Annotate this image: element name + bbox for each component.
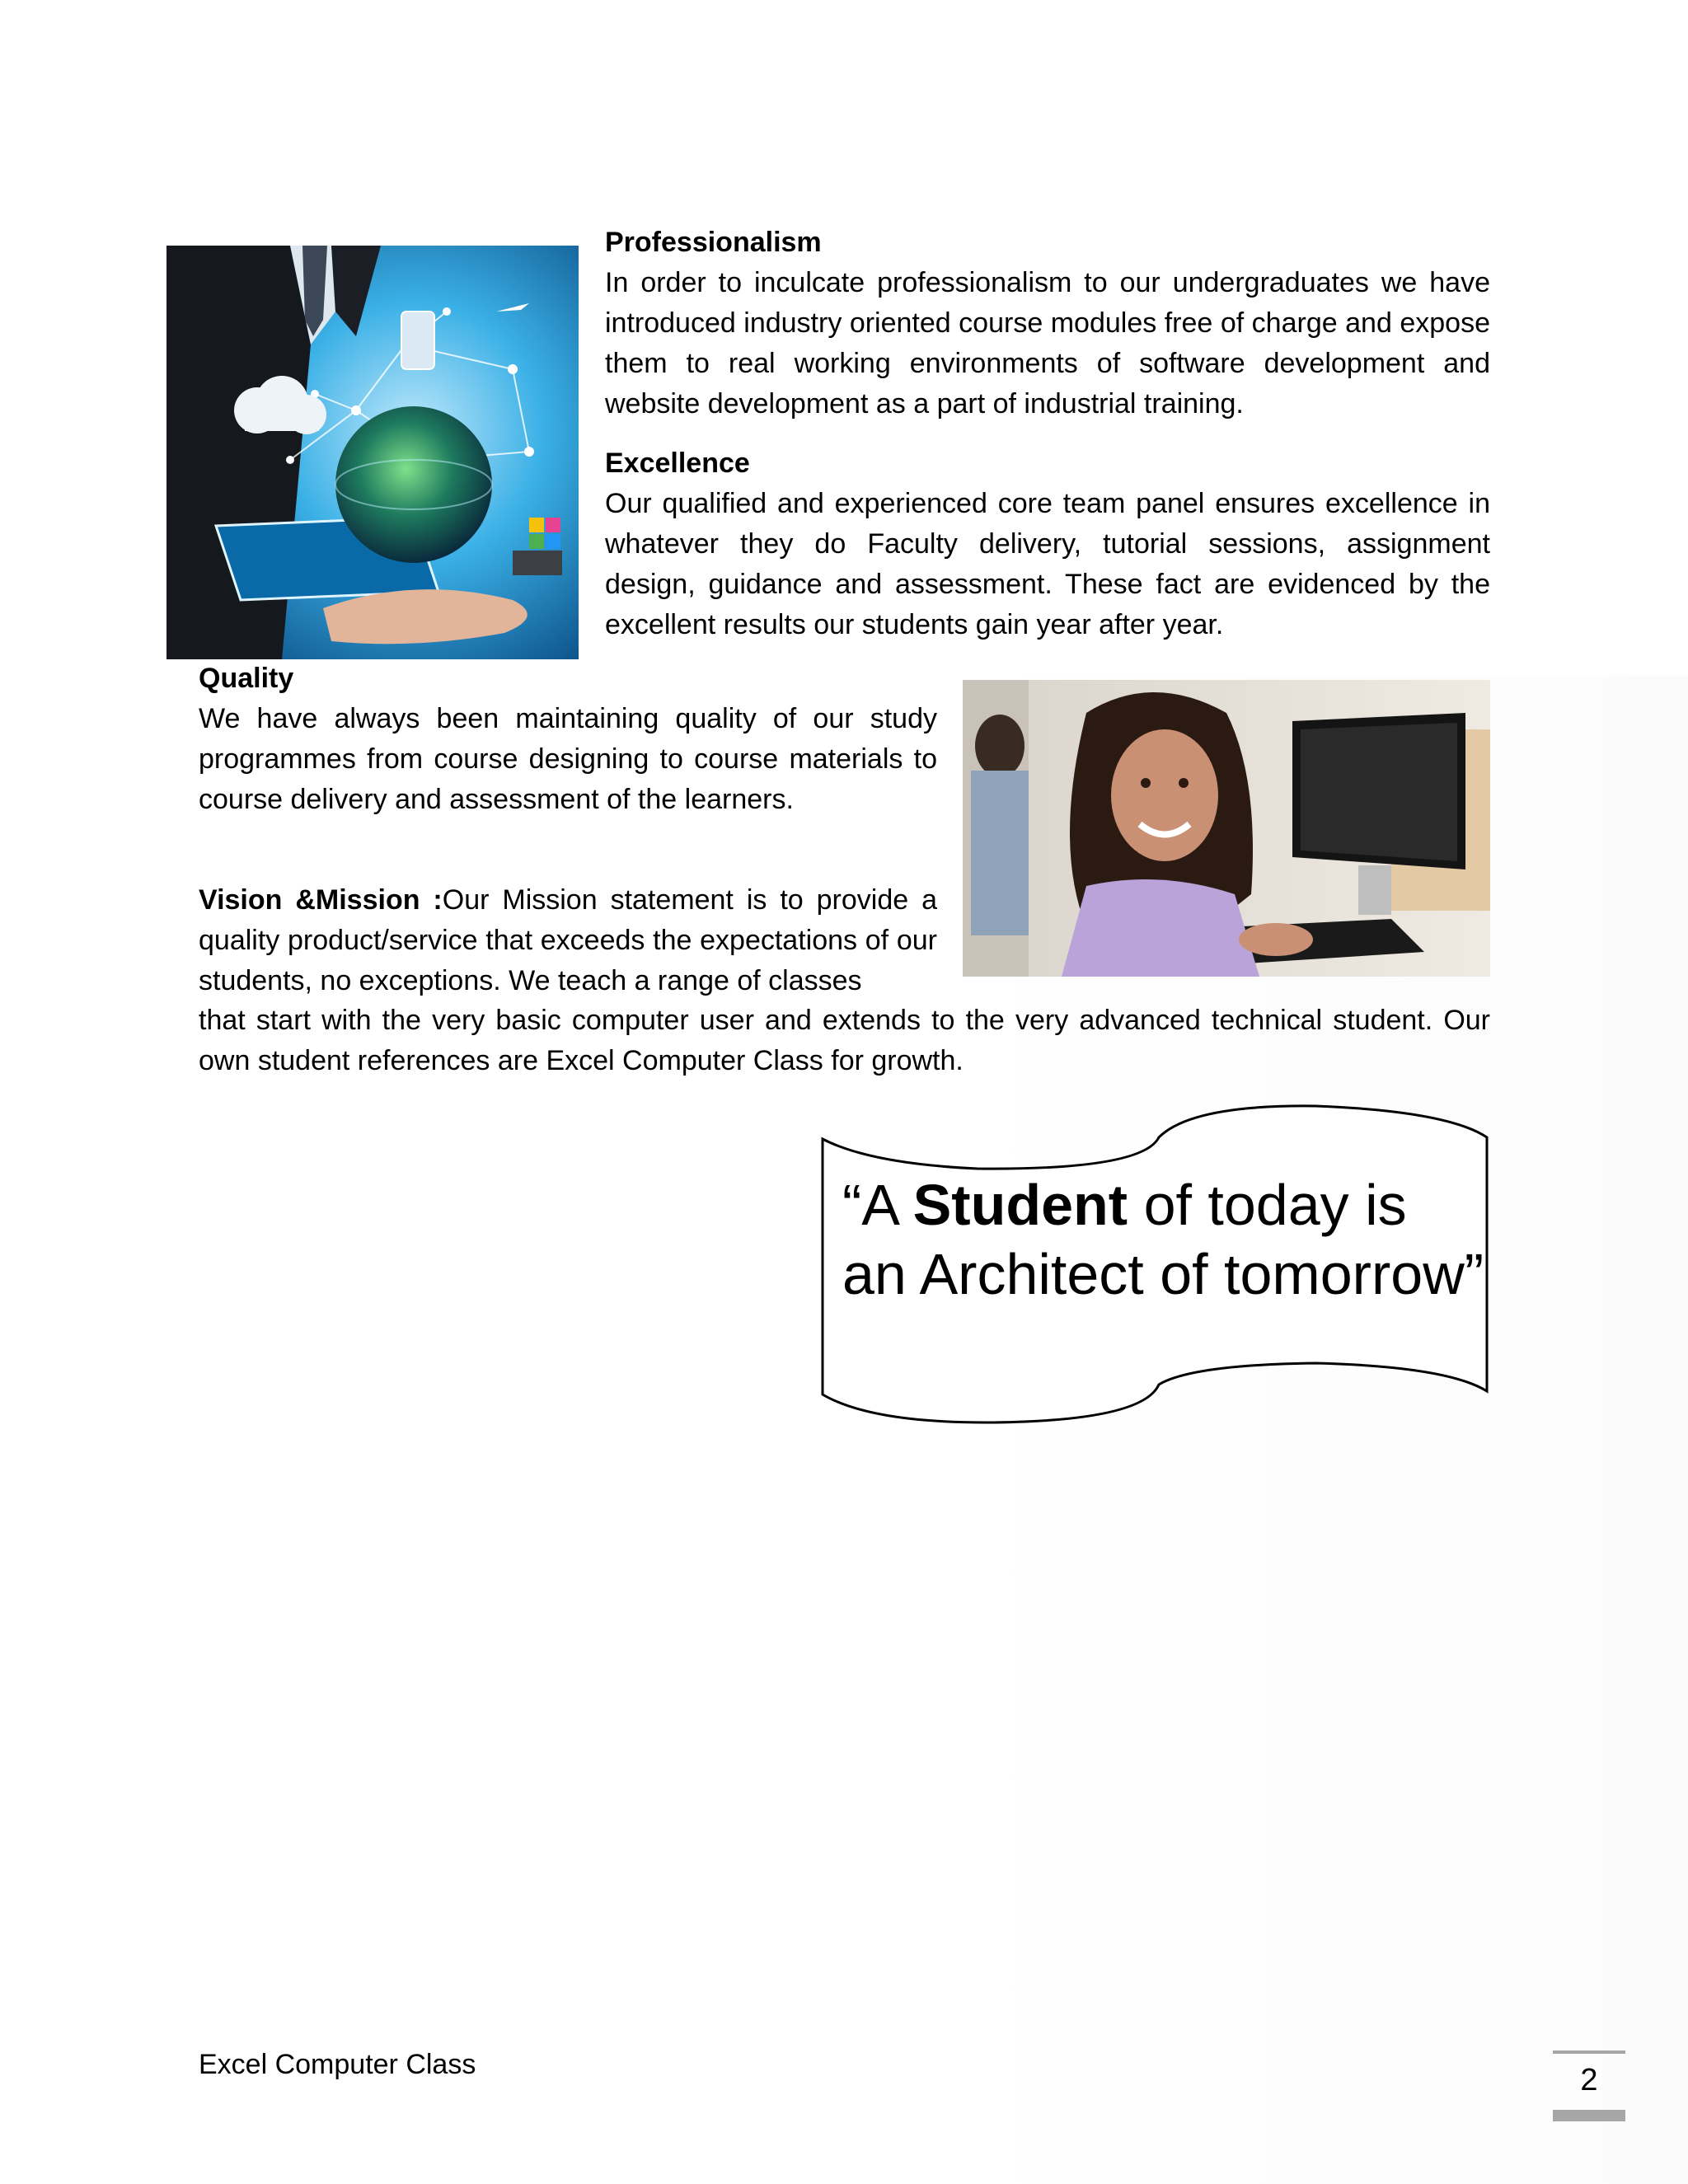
vision-mission-body-part2: that start with the very basic computer user and extends to the very advanced technical student. Our own student references are Excel Computer Class for growth. <box>199 1005 1490 1076</box>
quote-open: “A <box>842 1173 913 1237</box>
quote-rest: of today is an Architect of tomorrow” <box>842 1173 1484 1306</box>
vision-mission-body-part1: Our Mission statement is to provide a quality product/service that exceeds the expectations of our students, no exceptions. We teach a range of classes <box>199 884 937 996</box>
professionalism-body: In order to inculcate professionalism to our undergraduates we have introduced industry oriented course modules free of charge and expose them to real working environments of software development and website development as a part of industrial training. <box>605 267 1490 419</box>
excellence-section <box>605 443 1490 645</box>
vision-mission-continuation <box>199 1001 1490 1081</box>
excellence-heading: Excellence <box>605 448 750 479</box>
quality-heading: Quality <box>199 663 294 694</box>
quality-section <box>199 658 937 820</box>
page-number: 2 <box>1580 2063 1598 2097</box>
professionalism-heading: Professionalism <box>605 227 822 258</box>
footer-title: Excel Computer Class <box>199 2049 476 2080</box>
quote-text <box>842 1170 1485 1309</box>
page-number-box <box>1553 2050 1625 2118</box>
student-computer-image <box>963 680 1490 977</box>
quote-bold-word: Student <box>912 1173 1128 1237</box>
vision-mission-heading: Vision &Mission : <box>199 884 443 916</box>
page-number-top-rule <box>1553 2050 1625 2054</box>
professionalism-section <box>605 223 1490 424</box>
vision-mission-section <box>199 880 937 1001</box>
excellence-body: Our qualified and experienced core team panel ensures excellence in whatever they do Faculty delivery, tutorial sessions, assignment design, guidance and assessment. These fact are evidenced by the excellent results our students gain year after year. <box>605 488 1490 640</box>
technology-hand-image <box>166 246 579 659</box>
quality-body: We have always been maintaining quality of our study programmes from course designing to course materials to course delivery and assessment of the learners. <box>199 703 937 815</box>
page-number-bottom-bar <box>1553 2110 1625 2121</box>
